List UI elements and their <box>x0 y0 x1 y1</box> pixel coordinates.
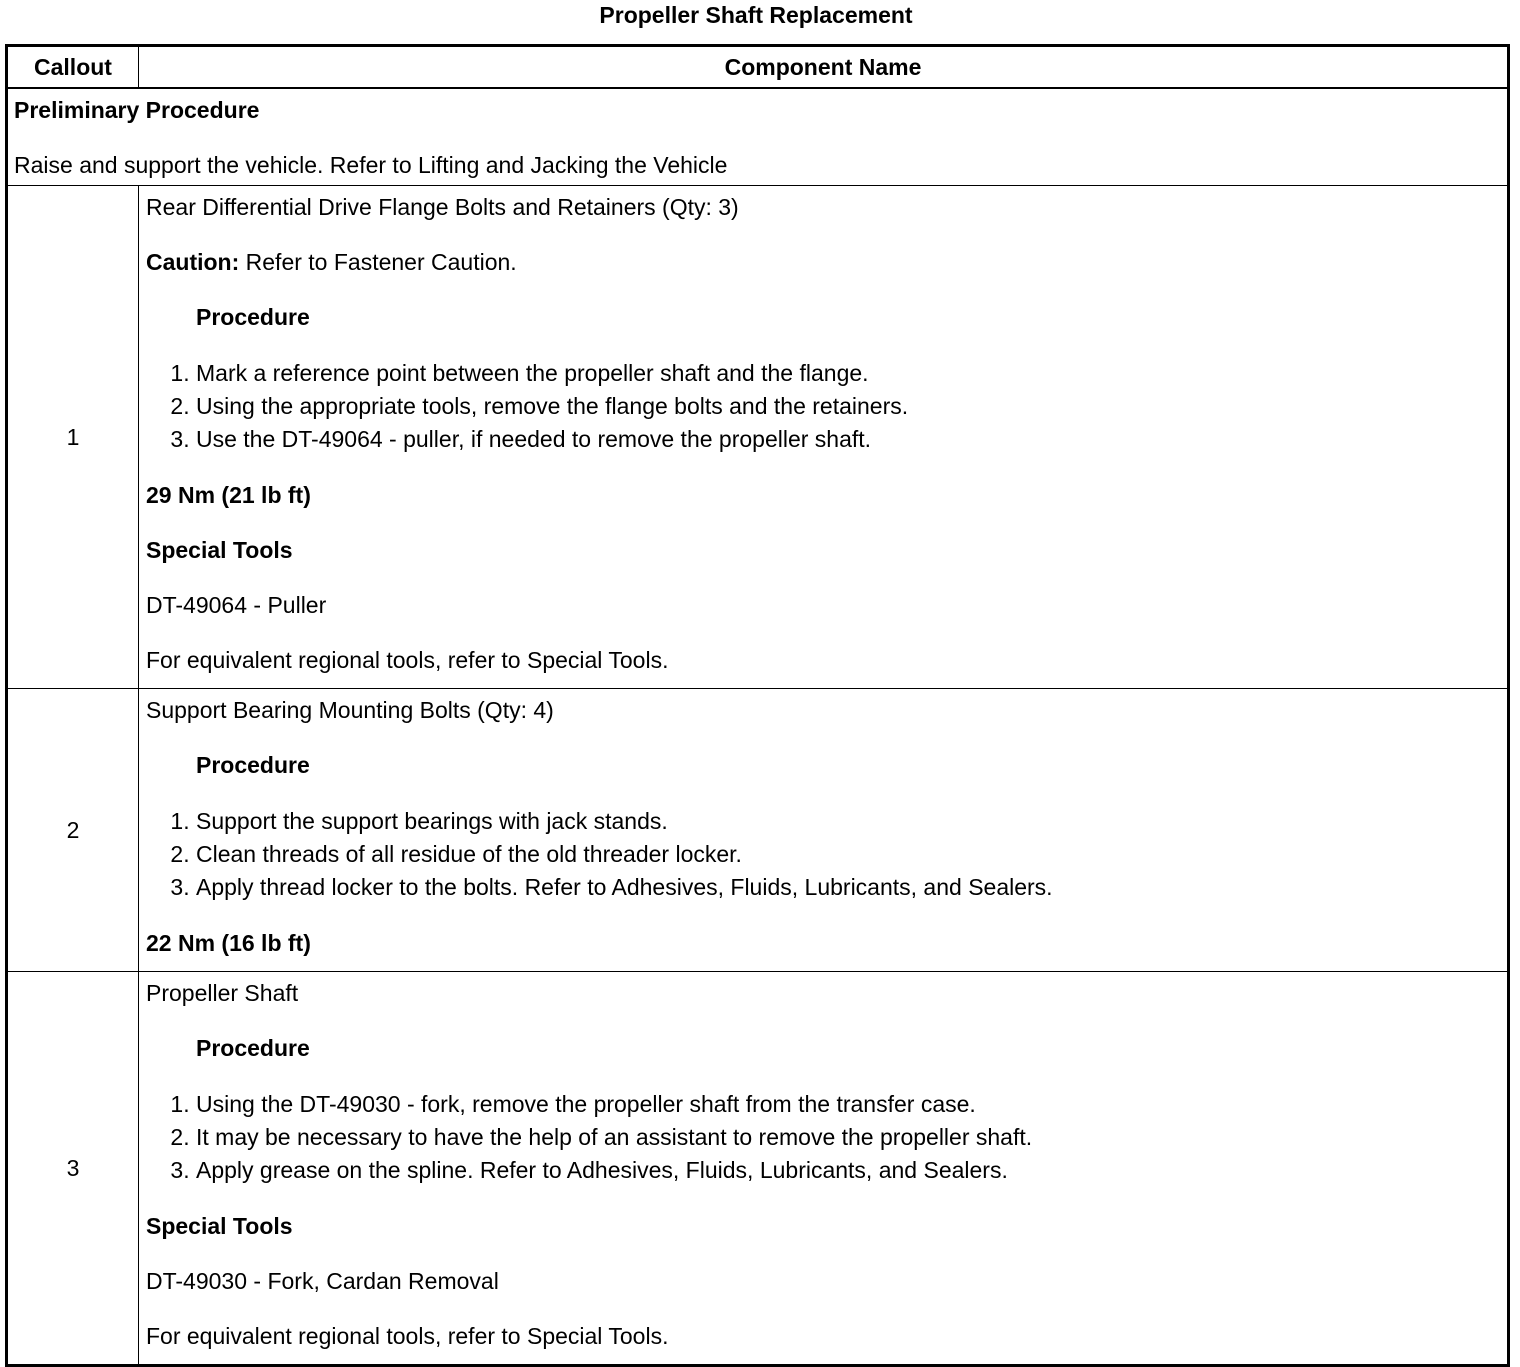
procedure-step: 1. Using the DT-49030 - fork, remove the propeller shaft from the transfer case. <box>196 1088 1501 1121</box>
table-row <box>7 972 1509 1366</box>
procedure-step: 3. Use the DT-49064 - puller, if needed to remove the propeller shaft. <box>196 423 1501 456</box>
preliminary-heading: Preliminary Procedure <box>14 97 260 123</box>
procedure-step: 1. Mark a reference point between the propeller shaft and the flange. <box>196 357 1501 390</box>
preliminary-text: Raise and support the vehicle. Refer to Lifting and Jacking the Vehicle <box>14 152 728 178</box>
component-cell <box>139 186 1509 689</box>
procedure-steps <box>146 1088 1501 1187</box>
procedure-steps <box>146 805 1501 904</box>
procedure-step: 3. Apply thread locker to the bolts. Refer to Adhesives, Fluids, Lubricants, and Sealers. <box>196 871 1501 904</box>
special-tool: DT-49030 - Fork, Cardan Removal <box>146 1268 499 1294</box>
component-cell <box>139 689 1509 972</box>
procedure-step: 3. Apply grease on the spline. Refer to Adhesives, Fluids, Lubricants, and Sealers. <box>196 1154 1501 1187</box>
component-cell <box>139 972 1509 1366</box>
callout-cell: 3 <box>7 972 139 1366</box>
callout-column-header: Callout <box>7 46 139 89</box>
caution-text: Refer to Fastener Caution. <box>239 249 517 275</box>
callout-cell: 2 <box>7 689 139 972</box>
regional-tools-note: For equivalent regional tools, refer to Special Tools. <box>146 1323 669 1349</box>
regional-tools-note: For equivalent regional tools, refer to Special Tools. <box>146 647 669 673</box>
special-tools-heading: Special Tools <box>146 537 293 563</box>
preliminary-cell <box>7 88 1509 186</box>
component-name: Propeller Shaft <box>146 980 299 1006</box>
torque-spec: 29 Nm (21 lb ft) <box>146 482 311 508</box>
procedure-step: 1. Support the support bearings with jack stands. <box>196 805 1501 838</box>
component-name: Rear Differential Drive Flange Bolts and Retainers (Qty: 3) <box>146 194 739 220</box>
callout-cell: 1 <box>7 186 139 689</box>
caution-note <box>146 247 1501 278</box>
procedure-step: 2. Clean threads of all residue of the old threader locker. <box>196 838 1501 871</box>
table-row <box>7 186 1509 689</box>
special-tools-heading: Special Tools <box>146 1213 293 1239</box>
procedure-step: 2. It may be necessary to have the help of an assistant to remove the propeller shaft. <box>196 1121 1501 1154</box>
torque-spec: 22 Nm (16 lb ft) <box>146 930 311 956</box>
special-tool: DT-49064 - Puller <box>146 592 327 618</box>
procedure-step: 2. Using the appropriate tools, remove the flange bolts and the retainers. <box>196 390 1501 423</box>
document-title: Propeller Shaft Replacement <box>599 2 913 28</box>
procedure-heading: Procedure <box>196 304 310 330</box>
caution-label: Caution: <box>146 249 240 275</box>
procedure-heading: Procedure <box>196 752 310 778</box>
component-column-header: Component Name <box>139 46 1509 89</box>
procedure-steps <box>146 357 1501 456</box>
table-row <box>7 689 1509 972</box>
procedure-table <box>5 44 1510 1367</box>
procedure-heading: Procedure <box>196 1035 310 1061</box>
component-name: Support Bearing Mounting Bolts (Qty: 4) <box>146 697 554 723</box>
table-header-row <box>7 46 1509 89</box>
preliminary-row <box>7 88 1509 186</box>
